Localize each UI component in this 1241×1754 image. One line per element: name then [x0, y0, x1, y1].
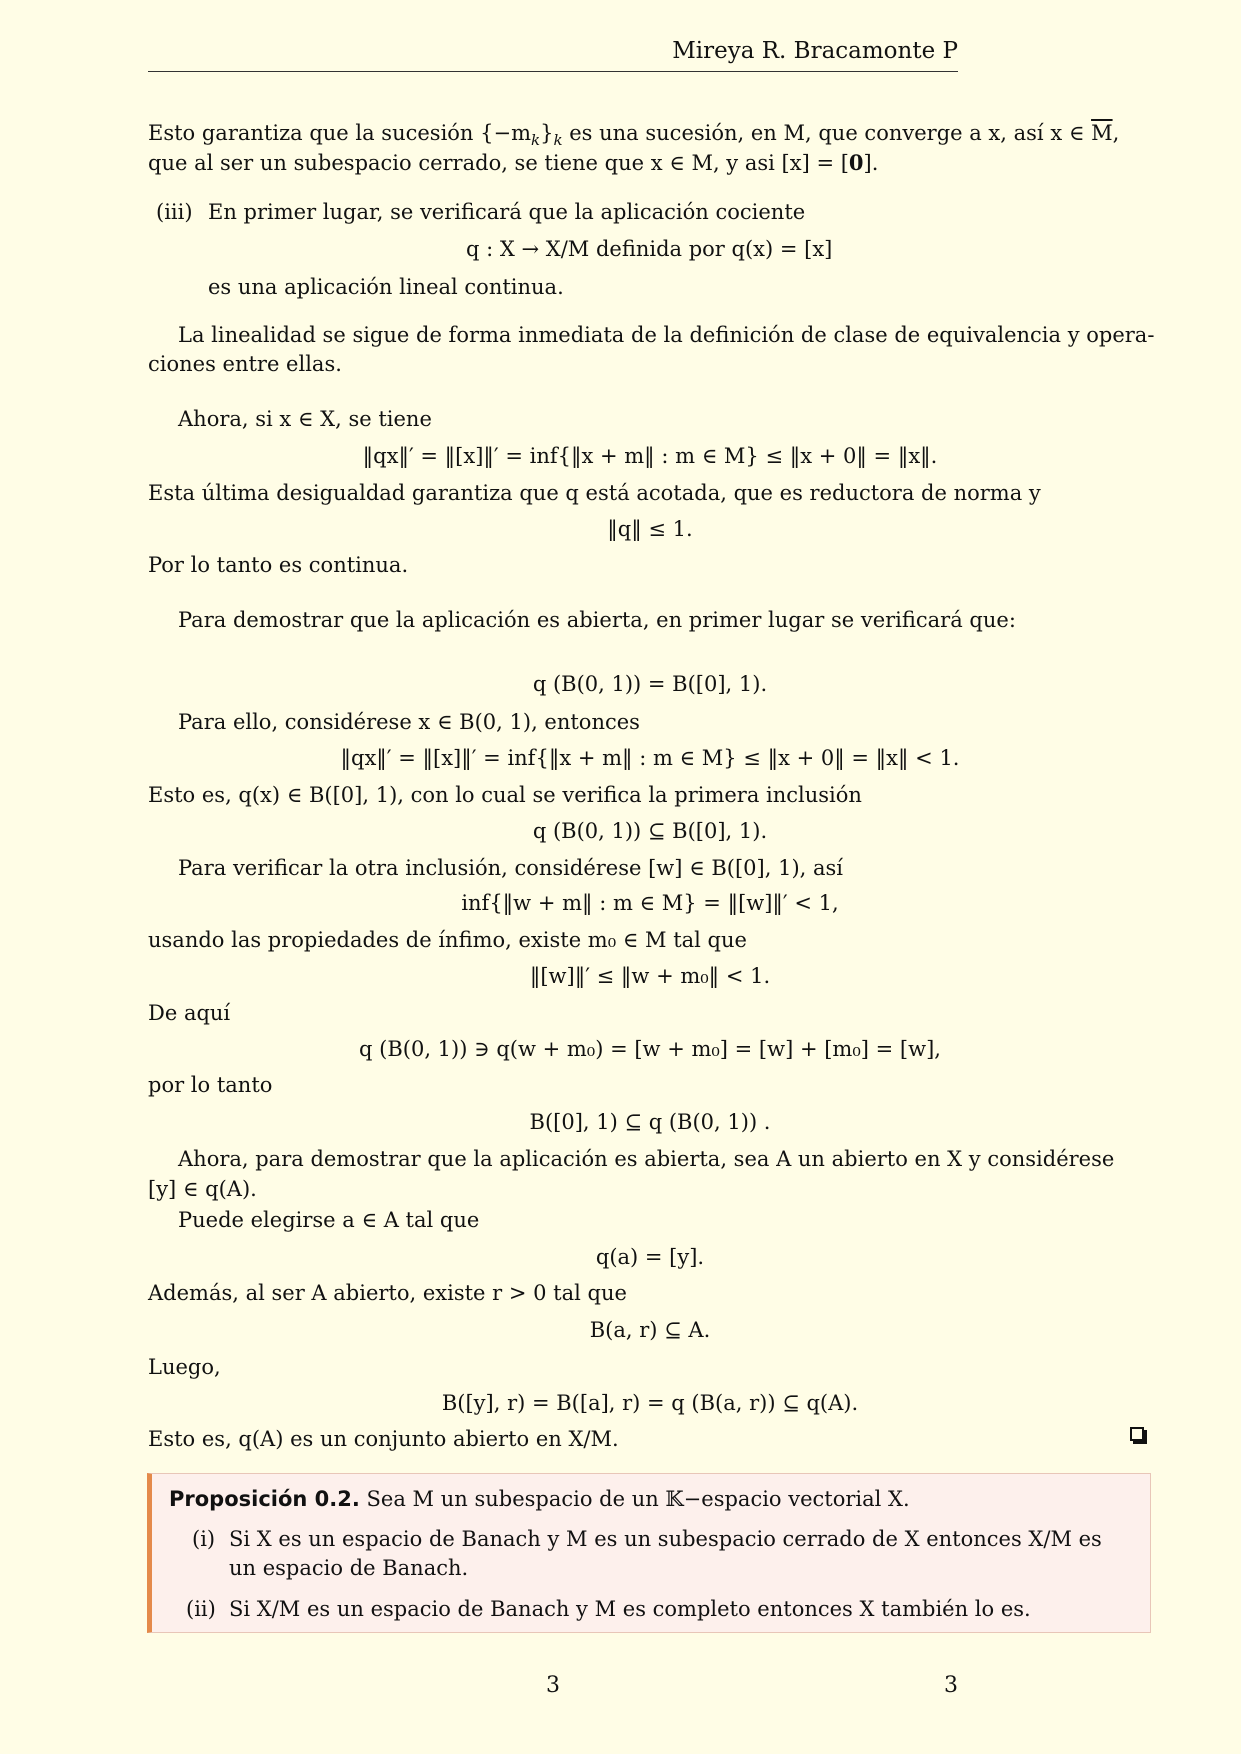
paragraph-line: Para verificar la otra inclusión, considérese [w] ∈ B([0], 1), así — [178, 856, 844, 880]
equation: q(a) = [y]. — [595, 1245, 705, 1269]
paragraph-line: Ahora, para demostrar que la aplicación es abierta, sea A un abierto en X y considérese — [178, 1147, 1115, 1171]
equation: q : X → X/M definida por q(x) = [x] — [466, 237, 833, 261]
paragraph-line: [y] ∈ q(A). — [148, 1177, 257, 1201]
equation: inf{‖w + m‖ : m ∈ M} = ‖[w]‖′ < 1, — [461, 891, 839, 915]
paragraph-line: usando las propiedades de ínfimo, existe m₀ ∈ M tal que — [148, 928, 747, 952]
proposition-heading — [169, 1487, 910, 1512]
qed-symbol — [1130, 1427, 1144, 1441]
paragraph-line: Luego, — [148, 1355, 221, 1379]
paragraph-line: De aquí — [148, 1001, 231, 1025]
equation: B([y], r) = B([a], r) = q (B(a, r)) ⊆ q(A). — [441, 1391, 859, 1415]
paragraph-line: Esto garantiza que la sucesión $\{-m_k\}_k$ es una sucesión, en M, que converge a x, así x ∈ $\overline{M}$, — [148, 121, 1120, 150]
equation: B(a, r) ⊆ A. — [589, 1318, 711, 1342]
prop-item-label-ii: (ii) — [186, 1597, 216, 1621]
paragraph-line: Para ello, considérese x ∈ B(0, 1), entonces — [178, 710, 640, 734]
item-label-iii: (iii) — [156, 200, 193, 224]
paragraph-line: Ahora, si x ∈ X, se tiene — [178, 407, 432, 431]
paragraph-line: que al ser un subespacio cerrado, se tiene que x ∈ M, y asi [x] = [0]. — [148, 150, 879, 175]
item-text: es una aplicación lineal continua. — [208, 275, 564, 299]
prop-item-text: Si X es un espacio de Banach y M es un subespacio cerrado de X entonces X/M es — [229, 1527, 1102, 1551]
paragraph-line: Por lo tanto es continua. — [148, 553, 409, 577]
equation: q (B(0, 1)) ⊆ B([0], 1). — [532, 819, 768, 843]
prop-item-text: un espacio de Banach. — [229, 1556, 469, 1580]
proposition-title: Proposición 0.2. — [169, 1487, 360, 1511]
paragraph-line: por lo tanto — [148, 1073, 273, 1097]
equation: ‖qx‖′ = ‖[x]‖′ = inf{‖x + m‖ : m ∈ M} ≤ ‖x + 0‖ = ‖x‖ < 1. — [340, 746, 960, 770]
equation: ‖q‖ ≤ 1. — [607, 517, 693, 541]
equation: ‖qx‖′ = ‖[x]‖′ = inf{‖x + m‖ : m ∈ M} ≤ ‖x + 0‖ = ‖x‖. — [362, 444, 938, 468]
item-text: En primer lugar, se verificará que la aplicación cociente — [208, 200, 806, 224]
paragraph-line: Esta última desigualdad garantiza que q está acotada, que es reductora de norma y — [148, 481, 1041, 505]
paragraph-line: Además, al ser A abierto, existe r > 0 tal que — [148, 1281, 627, 1305]
equation: q (B(0, 1)) ∋ q(w + m₀) = [w + m₀] = [w] + [m₀] = [w], — [359, 1037, 941, 1061]
paragraph-line: Esto es, q(x) ∈ B([0], 1), con lo cual se verifica la primera inclusión — [148, 783, 862, 807]
equation: B([0], 1) ⊆ q (B(0, 1)) . — [529, 1110, 771, 1134]
header-rule — [148, 71, 958, 72]
prop-item-text: Si X/M es un espacio de Banach y M es completo entonces X también lo es. — [229, 1597, 1031, 1621]
equation: ‖[w]‖′ ≤ ‖w + m₀‖ < 1. — [529, 964, 771, 988]
prop-item-label-i: (i) — [192, 1527, 216, 1551]
page-number-left: 3 — [546, 1673, 560, 1698]
paragraph-line: Para demostrar que la aplicación es abierta, en primer lugar se verificará que: — [178, 608, 1016, 632]
paragraph-line: La linealidad se sigue de forma inmediata de la definición de clase de equivalencia y opera- — [178, 323, 1155, 347]
proposition-box — [147, 1473, 1151, 1633]
page-number-right: 3 — [944, 1673, 958, 1698]
proposition-statement: Sea M un subespacio de un 𝕂−espacio vectorial X. — [359, 1487, 910, 1511]
paragraph-line: ciones entre ellas. — [148, 352, 342, 376]
paragraph-line: Puede elegirse a ∈ A tal que — [178, 1208, 480, 1232]
running-header: Mireya R. Bracamonte P — [672, 38, 958, 64]
paragraph-line: Esto es, q(A) es un conjunto abierto en X/M. — [148, 1427, 619, 1451]
equation: q (B(0, 1)) = B([0], 1). — [532, 672, 768, 696]
